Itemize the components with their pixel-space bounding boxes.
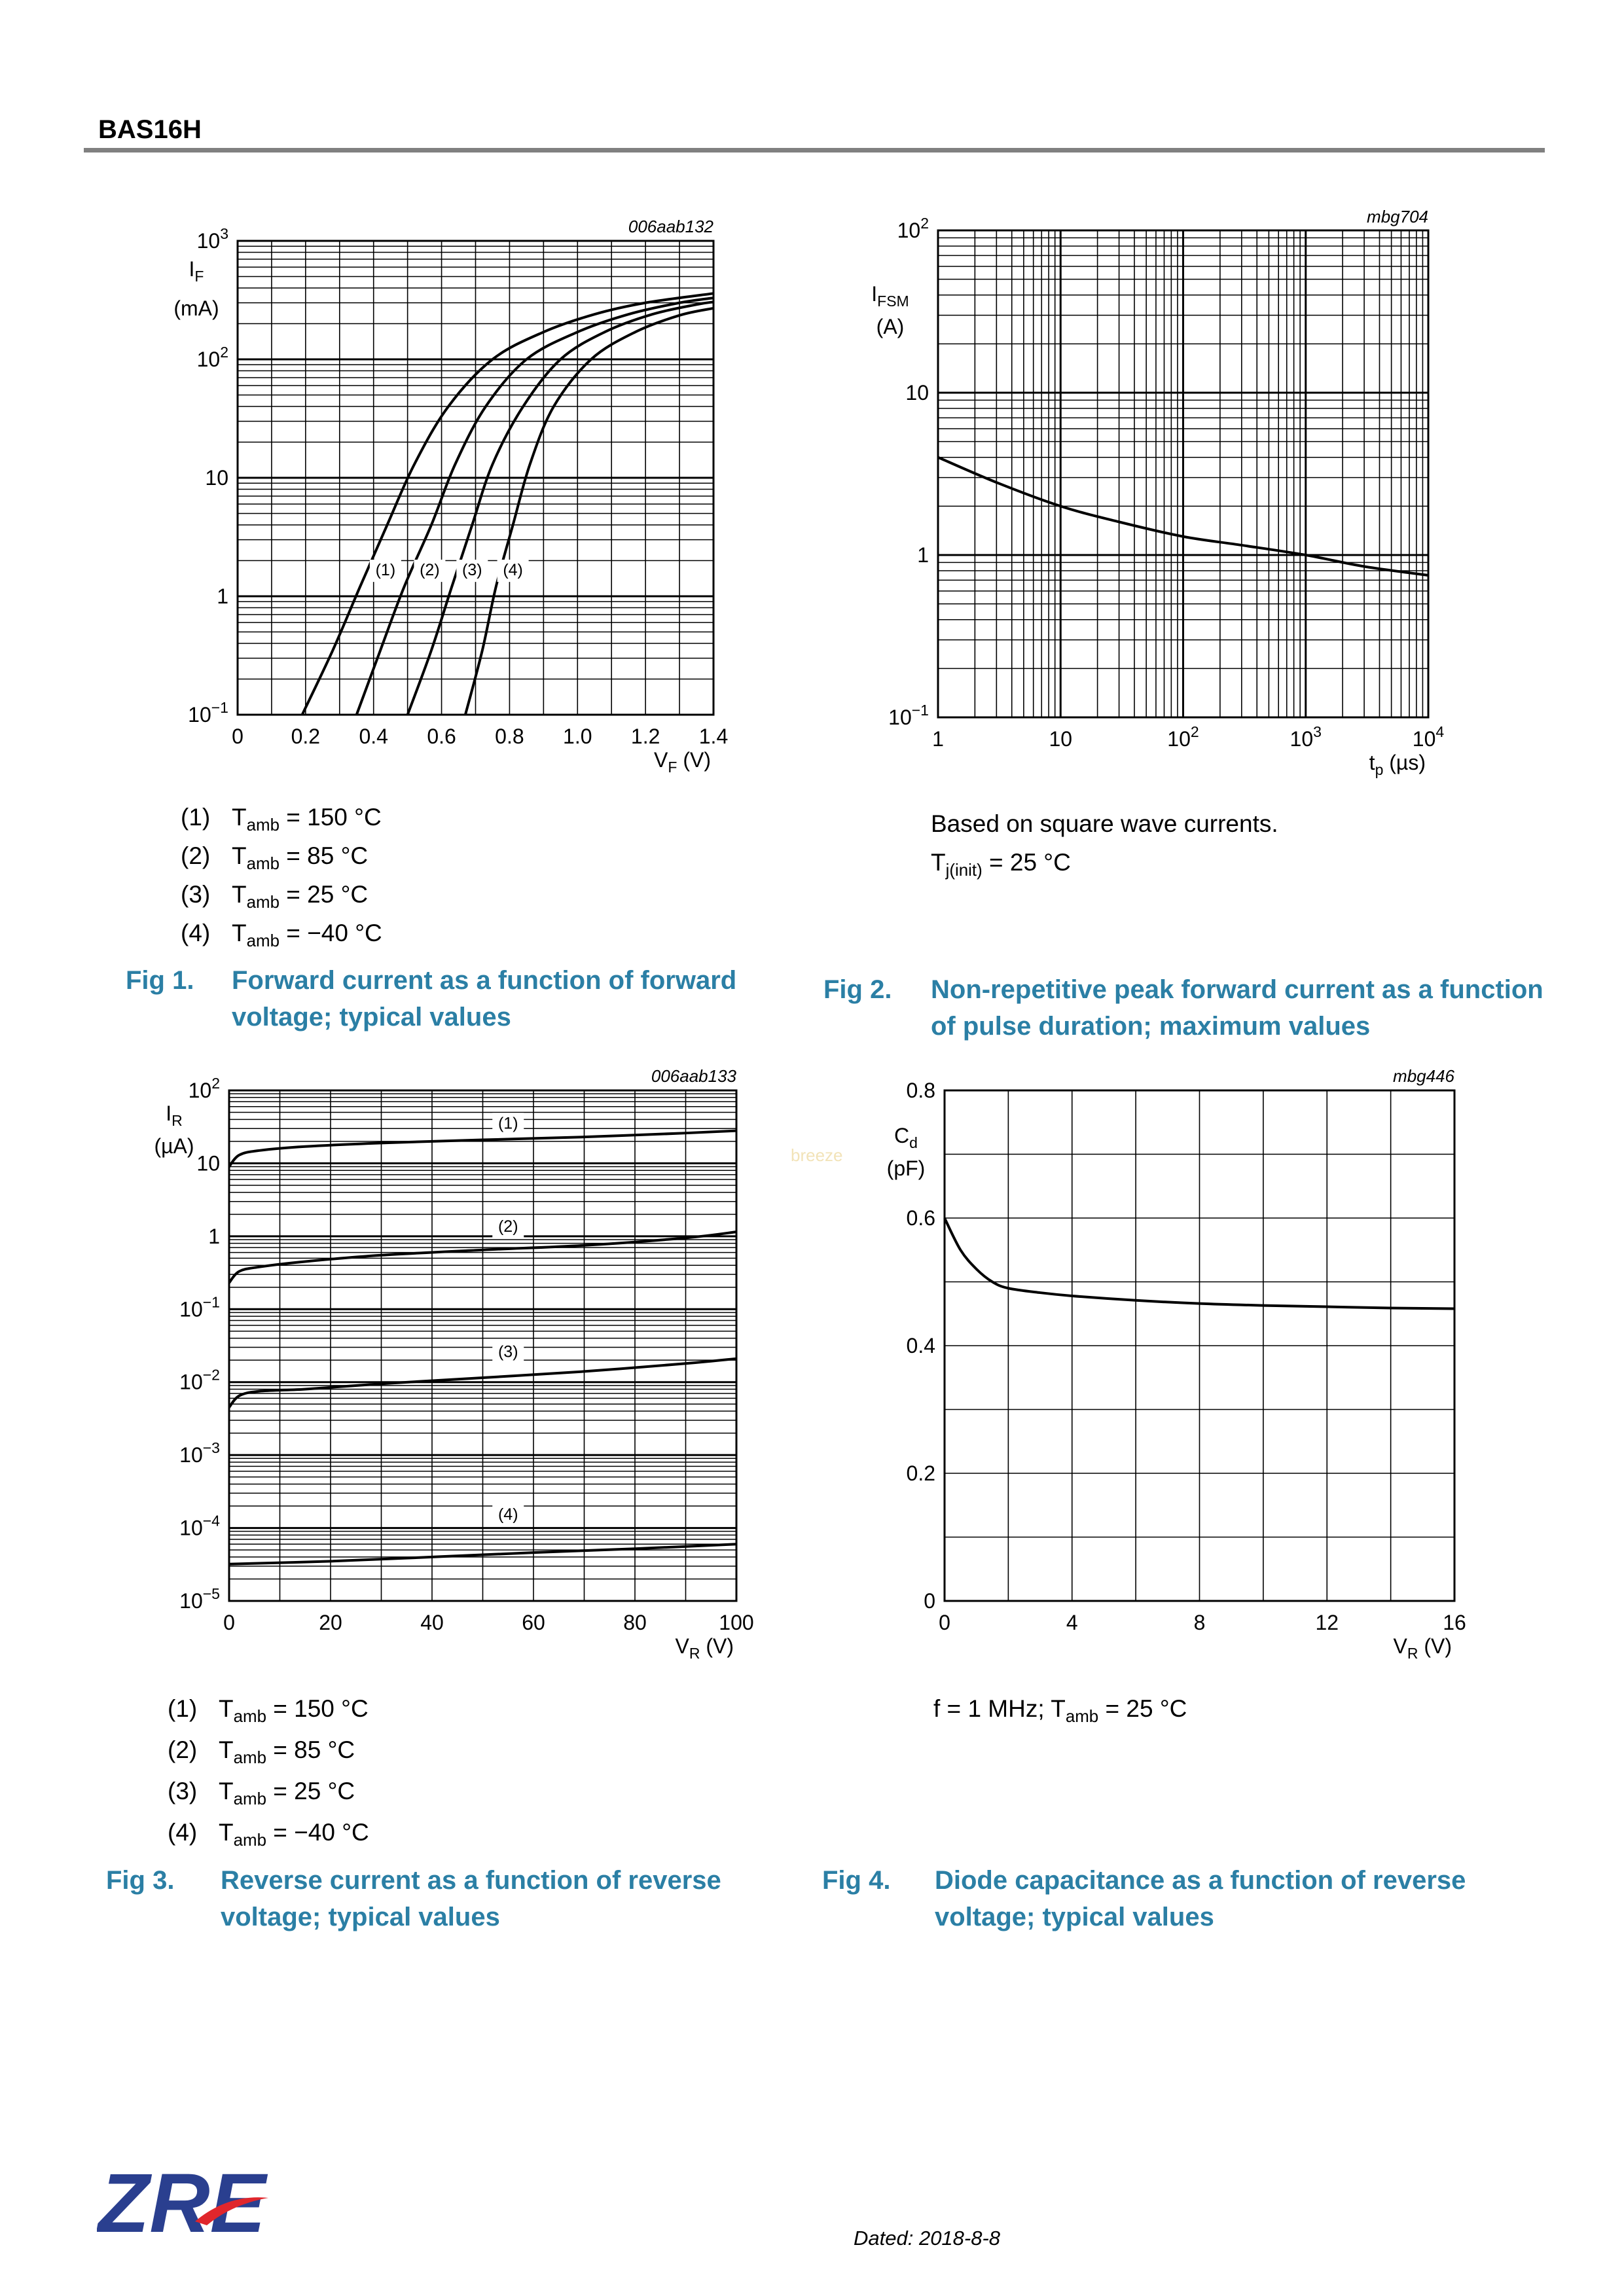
fig2-ylabel: $I_{FSM}$ [871, 282, 909, 310]
fig1-ytick-label: 1 [217, 584, 228, 608]
fig2-note-2: $T_{j(init)} = 25$ °C [931, 849, 1071, 880]
fig4-ylabel-unit: (pF) [886, 1157, 926, 1180]
fig1-xlabel: $V_F$ (V) [654, 748, 711, 776]
fig1-legend-item-2: (2) $T_{amb} = 85$ °C [181, 842, 369, 873]
fig3-ytick-label: $10^{-4}$ [179, 1512, 220, 1540]
fig3-series-3-label: (3) [497, 1342, 518, 1361]
fig3-caption-text: Reverse current as a function of reverse voltage; typical values [221, 1866, 721, 1931]
fig1-ytick-label: 10 [205, 466, 228, 490]
fig3-ytick-label: $10^{-1}$ [179, 1293, 220, 1321]
fig4-caption [822, 1862, 1549, 1941]
fig1-series-2-label: (2) [420, 561, 440, 580]
fig3-xtick-label: 0 [223, 1611, 235, 1634]
fig3-legend-item-4: (4) $T_{amb} = -40$ °C [168, 1819, 369, 1850]
fig2-ytick-label: $10^2$ [897, 215, 929, 242]
fig3-ylabel: $I_R$ [166, 1102, 183, 1129]
fig4-caption-text: Diode capacitance as a function of reverse voltage; typical values [935, 1866, 1466, 1931]
fig4-ytick-label: 0 [924, 1589, 935, 1613]
fig2-ytick-label: $10^{-1}$ [888, 702, 929, 729]
fig1-ytick-label: $10^2$ [196, 344, 228, 371]
fig3-xtick-label: 60 [522, 1611, 545, 1634]
fig4-xtick-label: 4 [1066, 1611, 1078, 1634]
fig1-ylabel: $I_F$ [189, 257, 204, 285]
fig1-legend-item-3: (3) $T_{amb} = 25$ °C [181, 881, 369, 912]
fig1-xtick-label: 0.4 [359, 725, 388, 748]
fig3-series-4-label: (4) [497, 1505, 518, 1524]
fig3-ytick-label: $10^{-2}$ [179, 1366, 220, 1394]
fig4-xtick-label: 0 [939, 1611, 950, 1634]
fig3-caption [106, 1862, 800, 1941]
fig3-ylabel-unit: (µA) [154, 1134, 194, 1158]
fig1-legend-item-4: (4) $T_{amb} = -40$ °C [181, 920, 382, 950]
fig4-ylabel: $C_d$ [894, 1124, 918, 1151]
fig2-ytick-label: 1 [917, 543, 929, 567]
fig3-ytick-label: $10^{-5}$ [179, 1585, 220, 1613]
fig4-xlabel: $V_R$ (V) [1393, 1634, 1452, 1662]
fig2-ylabel-unit: (A) [876, 315, 905, 338]
fig3-ytick-label: 10 [196, 1151, 220, 1175]
fig2-xtick-label: $10^4$ [1412, 723, 1445, 751]
fig3-code: 006aab133 [651, 1066, 736, 1086]
faint-watermark-text: breeze [791, 1145, 843, 1165]
fig3-xtick-label: 40 [420, 1611, 444, 1634]
fig3-xlabel: $V_R$ (V) [675, 1634, 734, 1662]
fig1-caption-text: Forward current as a function of forward voltage; typical values [232, 966, 737, 1031]
fig1-code: 006aab132 [628, 217, 713, 236]
fig3-series-2-label: (2) [497, 1217, 518, 1236]
fig3-number: Fig 3. [106, 1866, 175, 1895]
fig2-number: Fig 2. [823, 975, 892, 1004]
part-number-header: BAS16H [98, 115, 202, 144]
fig4-ytick-label: 0.2 [906, 1462, 935, 1485]
fig1-xtick-label: 1.2 [630, 725, 660, 748]
fig2-code: mbg704 [1367, 207, 1428, 226]
fig1-number: Fig 1. [126, 966, 194, 995]
fig2-caption-text: Non-repetitive peak forward current as a function of pulse duration; maximum values [931, 975, 1543, 1041]
fig1-caption [126, 962, 780, 1041]
fig4-ytick-label: 0.6 [906, 1206, 935, 1230]
fig4-ytick-label: 0.8 [906, 1079, 935, 1102]
fig3-series-1-label: (1) [497, 1114, 518, 1133]
fig3-xtick-label: 20 [319, 1611, 342, 1634]
fig2-caption [823, 971, 1543, 1050]
fig1-series-4-label: (4) [503, 561, 523, 580]
fig4-code: mbg446 [1393, 1066, 1454, 1086]
fig1-xtick-label: 1.0 [563, 725, 592, 748]
fig2-xlabel: $t_p$ (µs) [1369, 751, 1426, 778]
fig4-xtick-label: 12 [1315, 1611, 1339, 1634]
fig2-xtick-label: $10^3$ [1290, 723, 1322, 751]
fig2-ytick-label: 10 [905, 381, 929, 404]
fig4-ytick-label: 0.4 [906, 1334, 935, 1357]
fig3-xtick-label: 100 [719, 1611, 754, 1634]
fig1-series-3-label: (3) [462, 561, 482, 580]
fig4-xtick-label: 16 [1443, 1611, 1466, 1634]
fig3-ytick-label: $10^{-3}$ [179, 1439, 220, 1467]
logo-text: ZRE [98, 2159, 266, 2244]
fig1-xtick-label: 0.2 [291, 725, 321, 748]
fig1-xtick-label: 0.6 [427, 725, 456, 748]
fig4-grid [945, 1090, 1454, 1601]
fig2-xtick-label: $10^2$ [1167, 723, 1199, 751]
fig3-legend-item-2: (2) $T_{amb} = 85$ °C [168, 1736, 355, 1767]
fig4-xtick-label: 8 [1193, 1611, 1206, 1634]
fig3-legend-item-1: (1) $T_{amb} = 150$ °C [168, 1695, 369, 1726]
fig3-ytick-label: $10^2$ [188, 1075, 220, 1102]
fig2-xtick-label: 1 [932, 727, 944, 751]
fig3-legend-item-3: (3) $T_{amb} = 25$ °C [168, 1778, 355, 1808]
fig2-xtick-label: 10 [1049, 727, 1073, 751]
fig3-ytick-label: 1 [208, 1224, 220, 1248]
fig1-xtick-label: 0.8 [495, 725, 524, 748]
fig1-xtick-label: 1.4 [698, 725, 729, 748]
fig1-ytick-label: $10^{-1}$ [188, 699, 228, 726]
fig4-number: Fig 4. [822, 1866, 891, 1895]
footer-dated: Dated: 2018-8-8 [854, 2227, 1001, 2250]
fig1-xtick-label: 0 [232, 725, 244, 748]
fig1-series-1-label: (1) [375, 561, 396, 580]
fig1-ylabel-unit: (mA) [173, 296, 219, 320]
fig1-legend-item-1: (1) $T_{amb} = 150$ °C [181, 804, 382, 834]
fig1-ytick-label: $10^3$ [196, 225, 228, 253]
zre-logo [97, 2159, 274, 2244]
fig4-note: f = 1 MHz; $T_{amb} = 25$ °C [933, 1695, 1187, 1726]
fig2-note-1: Based on square wave currents. [931, 810, 1278, 837]
fig3-xtick-label: 80 [623, 1611, 647, 1634]
